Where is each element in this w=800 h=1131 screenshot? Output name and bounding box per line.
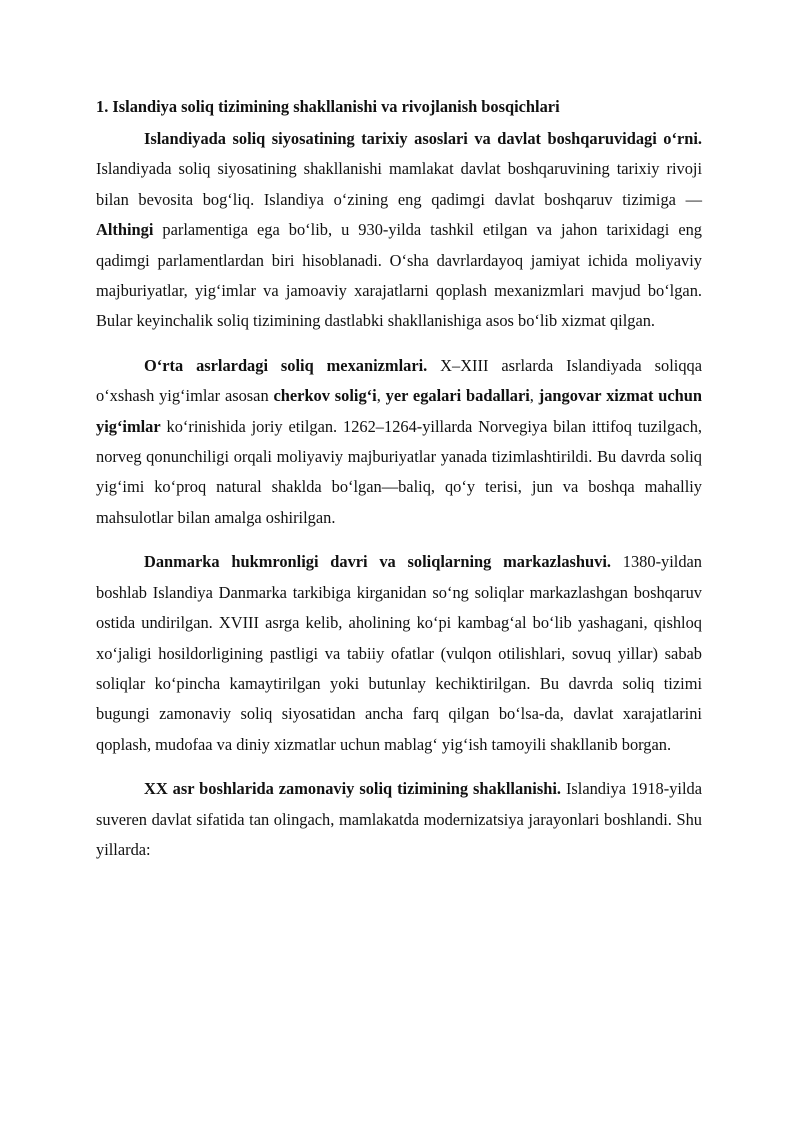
paragraph-historical-foundations: [96, 124, 702, 337]
paragraph-medieval-mechanisms: [96, 351, 702, 533]
paragraph-text: parlamentiga ega bo‘lib, u 930-yilda tashkil etilgan va jahon tarixidagi eng qadimgi parlamentlardan biri hisoblanadi. O‘sha davrlardayoq jamiyat ichida moliyaviy majburiyatlar, yig‘imlar va jamoaviy xarajatlarni qoplash mexanizmlari mavjud bo‘lgan. Bular keyinchalik soliq tizimining dastlabki shakllanishiga asos bo‘lib xizmat qilgan.: [96, 220, 702, 331]
section-heading: 1. Islandiya soliq tizimining shakllanishi va rivojlanish bosqichlari: [96, 97, 560, 116]
paragraph-text: X–XIII asrlarda Islandiyada soliqqa o‘xshash yig‘imlar asosan: [96, 355, 702, 406]
paragraph-title: Islandiyada soliq siyosatining tarixiy asoslari va davlat boshqaruvidagi o‘rni.: [144, 129, 702, 148]
bold-term-althingi: Althingi: [96, 220, 154, 240]
document-page: [96, 92, 702, 865]
paragraph-title: XX asr boshlarida zamonaviy soliq tizimining shakllanishi.: [144, 779, 561, 799]
bold-term-military-levy: jangovar xizmat uchun yig‘imlar: [96, 386, 703, 436]
paragraph-text: 1380-yildan boshlab Islandiya Danmarka tarkibiga kirganidan so‘ng soliqlar markazlashgan boshqaruv ostida undirilgan. XVIII asrga kelib, aholining ko‘pi kambag‘al bo‘lib yashagani, qishloq xo‘jaligi hosildorligining pastligi va tabiiy ofatlar (vulqon otilishlari, sovuq yillar) sabab soliqlar ko‘pincha kamaytirilgan yoki butunlay kechiktirilgan. Bu davrda soliq tizimi bugungi zamonaviy soliq siyosatidan ancha farq qilgan bo‘lsa-da, davlat xarajatlarini qoplash, mudofaa va diniy xizmatlar uchun mablag‘ yig‘ish tamoyili shakllanib borgan.: [96, 552, 702, 754]
paragraph-modern-system: [96, 774, 702, 865]
paragraph-danish-rule: [96, 547, 702, 760]
paragraph-text: ko‘rinishida joriy etilgan. 1262–1264-yillarda Norvegiya bilan ittifoq tuzilgach, norveg qonunchiligi orqali moliyaviy majburiyatlar yanada tizimlashtirildi. Bu davrda soliq yig‘imi ko‘proq natural shaklda bo‘lgan—baliq, qo‘y terisi, jun va boshqa mahalliy mahsulotlar bilan amalga oshirilgan.: [96, 416, 702, 527]
separator: ,: [529, 386, 539, 406]
separator: ,: [376, 386, 386, 406]
paragraph-title: O‘rta asrlardagi soliq mexanizmlari.: [144, 355, 428, 375]
bold-term-church-tax: cherkov solig‘i: [273, 386, 377, 406]
paragraph-title: Danmarka hukmronligi davri va soliqlarning markazlashuvi.: [144, 552, 612, 572]
paragraph-text: Islandiyada soliq siyosatining shakllanishi mamlakat davlat boshqaruvining tarixiy rivoji bilan bevosita bog‘liq. Islandiya o‘zining eng qadimgi davlat boshqaruv tizimiga —: [96, 159, 702, 209]
bold-term-landowner-dues: yer egalari badallari: [385, 386, 530, 406]
paragraph-text: Islandiya 1918-yilda suveren davlat sifatida tan olingach, mamlakatda modernizatsiya jarayonlari boshlandi. Shu yillarda:: [96, 779, 702, 859]
